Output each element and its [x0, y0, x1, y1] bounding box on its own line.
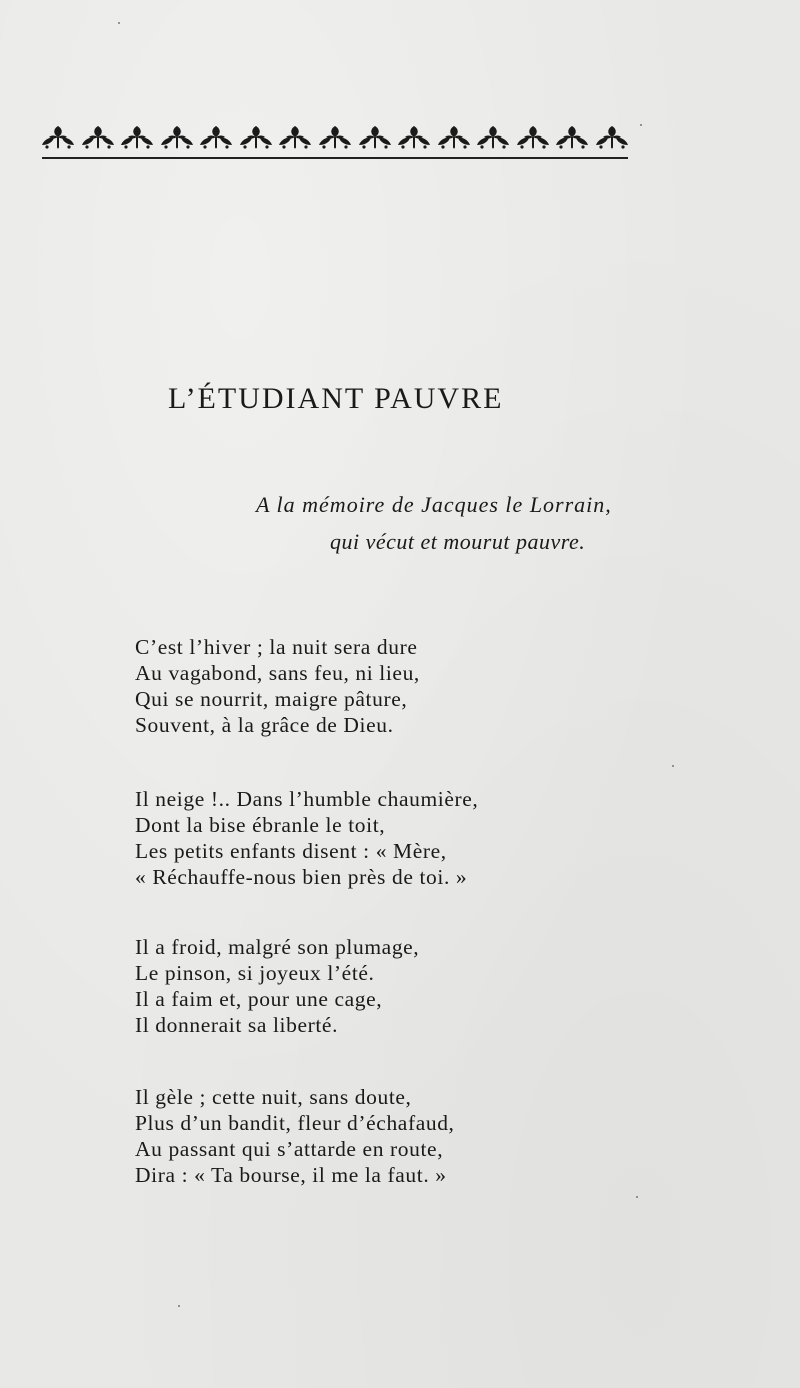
verse-line: Il neige !.. Dans l’humble chaumière, [135, 787, 479, 811]
fleuron-icon [475, 123, 511, 151]
fleuron-icon [277, 123, 313, 151]
dedication-line-2: qui vécut et mourut pauvre. [330, 529, 586, 554]
fleuron-icon [238, 123, 274, 151]
fleuron-icon [515, 123, 551, 151]
fleuron-icon [436, 123, 472, 151]
verse-line: Dont la bise ébranle le toit, [135, 813, 386, 837]
fleuron-icon [554, 123, 590, 151]
poem-title: L’ÉTUDIANT PAUVRE [168, 382, 504, 415]
paper-speck [672, 765, 674, 767]
stanza-2 [135, 786, 478, 890]
verse-line: Il donnerait sa liberté. [135, 1013, 339, 1037]
verse-line: Souvent, à la grâce de Dieu. [135, 713, 394, 737]
verse-line: Les petits enfants disent : « Mère, [135, 839, 447, 863]
verse-line: Il a faim et, pour une cage, [135, 987, 383, 1011]
fleuron-icon [594, 123, 630, 151]
paper-speck [636, 1196, 638, 1198]
fleuron-icon [198, 123, 234, 151]
verse-line: Au passant qui s’attarde en route, [135, 1137, 444, 1161]
fleuron-icon [357, 123, 393, 151]
verse-line: Au vagabond, sans feu, ni lieu, [135, 661, 420, 685]
verse-line: C’est l’hiver ; la nuit sera dure [135, 635, 418, 659]
fleuron-icon [80, 123, 116, 151]
paper-speck [640, 124, 642, 126]
stanza-4 [135, 1084, 455, 1188]
verse-line: « Réchauffe-nous bien près de toi. » [135, 865, 468, 889]
dedication-line-1: A la mémoire de Jacques le Lorrain, [256, 492, 612, 517]
header-rule [42, 157, 628, 159]
paper-speck [118, 22, 120, 24]
fleuron-icon [317, 123, 353, 151]
fleuron-icon [159, 123, 195, 151]
fleuron-icon [396, 123, 432, 151]
fleuron-icon [40, 123, 76, 151]
fleuron-border [40, 120, 630, 154]
stanza-1 [135, 634, 420, 738]
verse-line: Le pinson, si joyeux l’été. [135, 961, 375, 985]
stanza-3 [135, 934, 419, 1038]
verse-line: Plus d’un bandit, fleur d’échafaud, [135, 1111, 455, 1135]
paper-speck [178, 1305, 180, 1307]
verse-line: Qui se nourrit, maigre pâture, [135, 687, 408, 711]
verse-line: Il a froid, malgré son plumage, [135, 935, 420, 959]
verse-line: Il gèle ; cette nuit, sans doute, [135, 1085, 412, 1109]
verse-line: Dira : « Ta bourse, il me la faut. » [135, 1163, 447, 1187]
fleuron-icon [119, 123, 155, 151]
